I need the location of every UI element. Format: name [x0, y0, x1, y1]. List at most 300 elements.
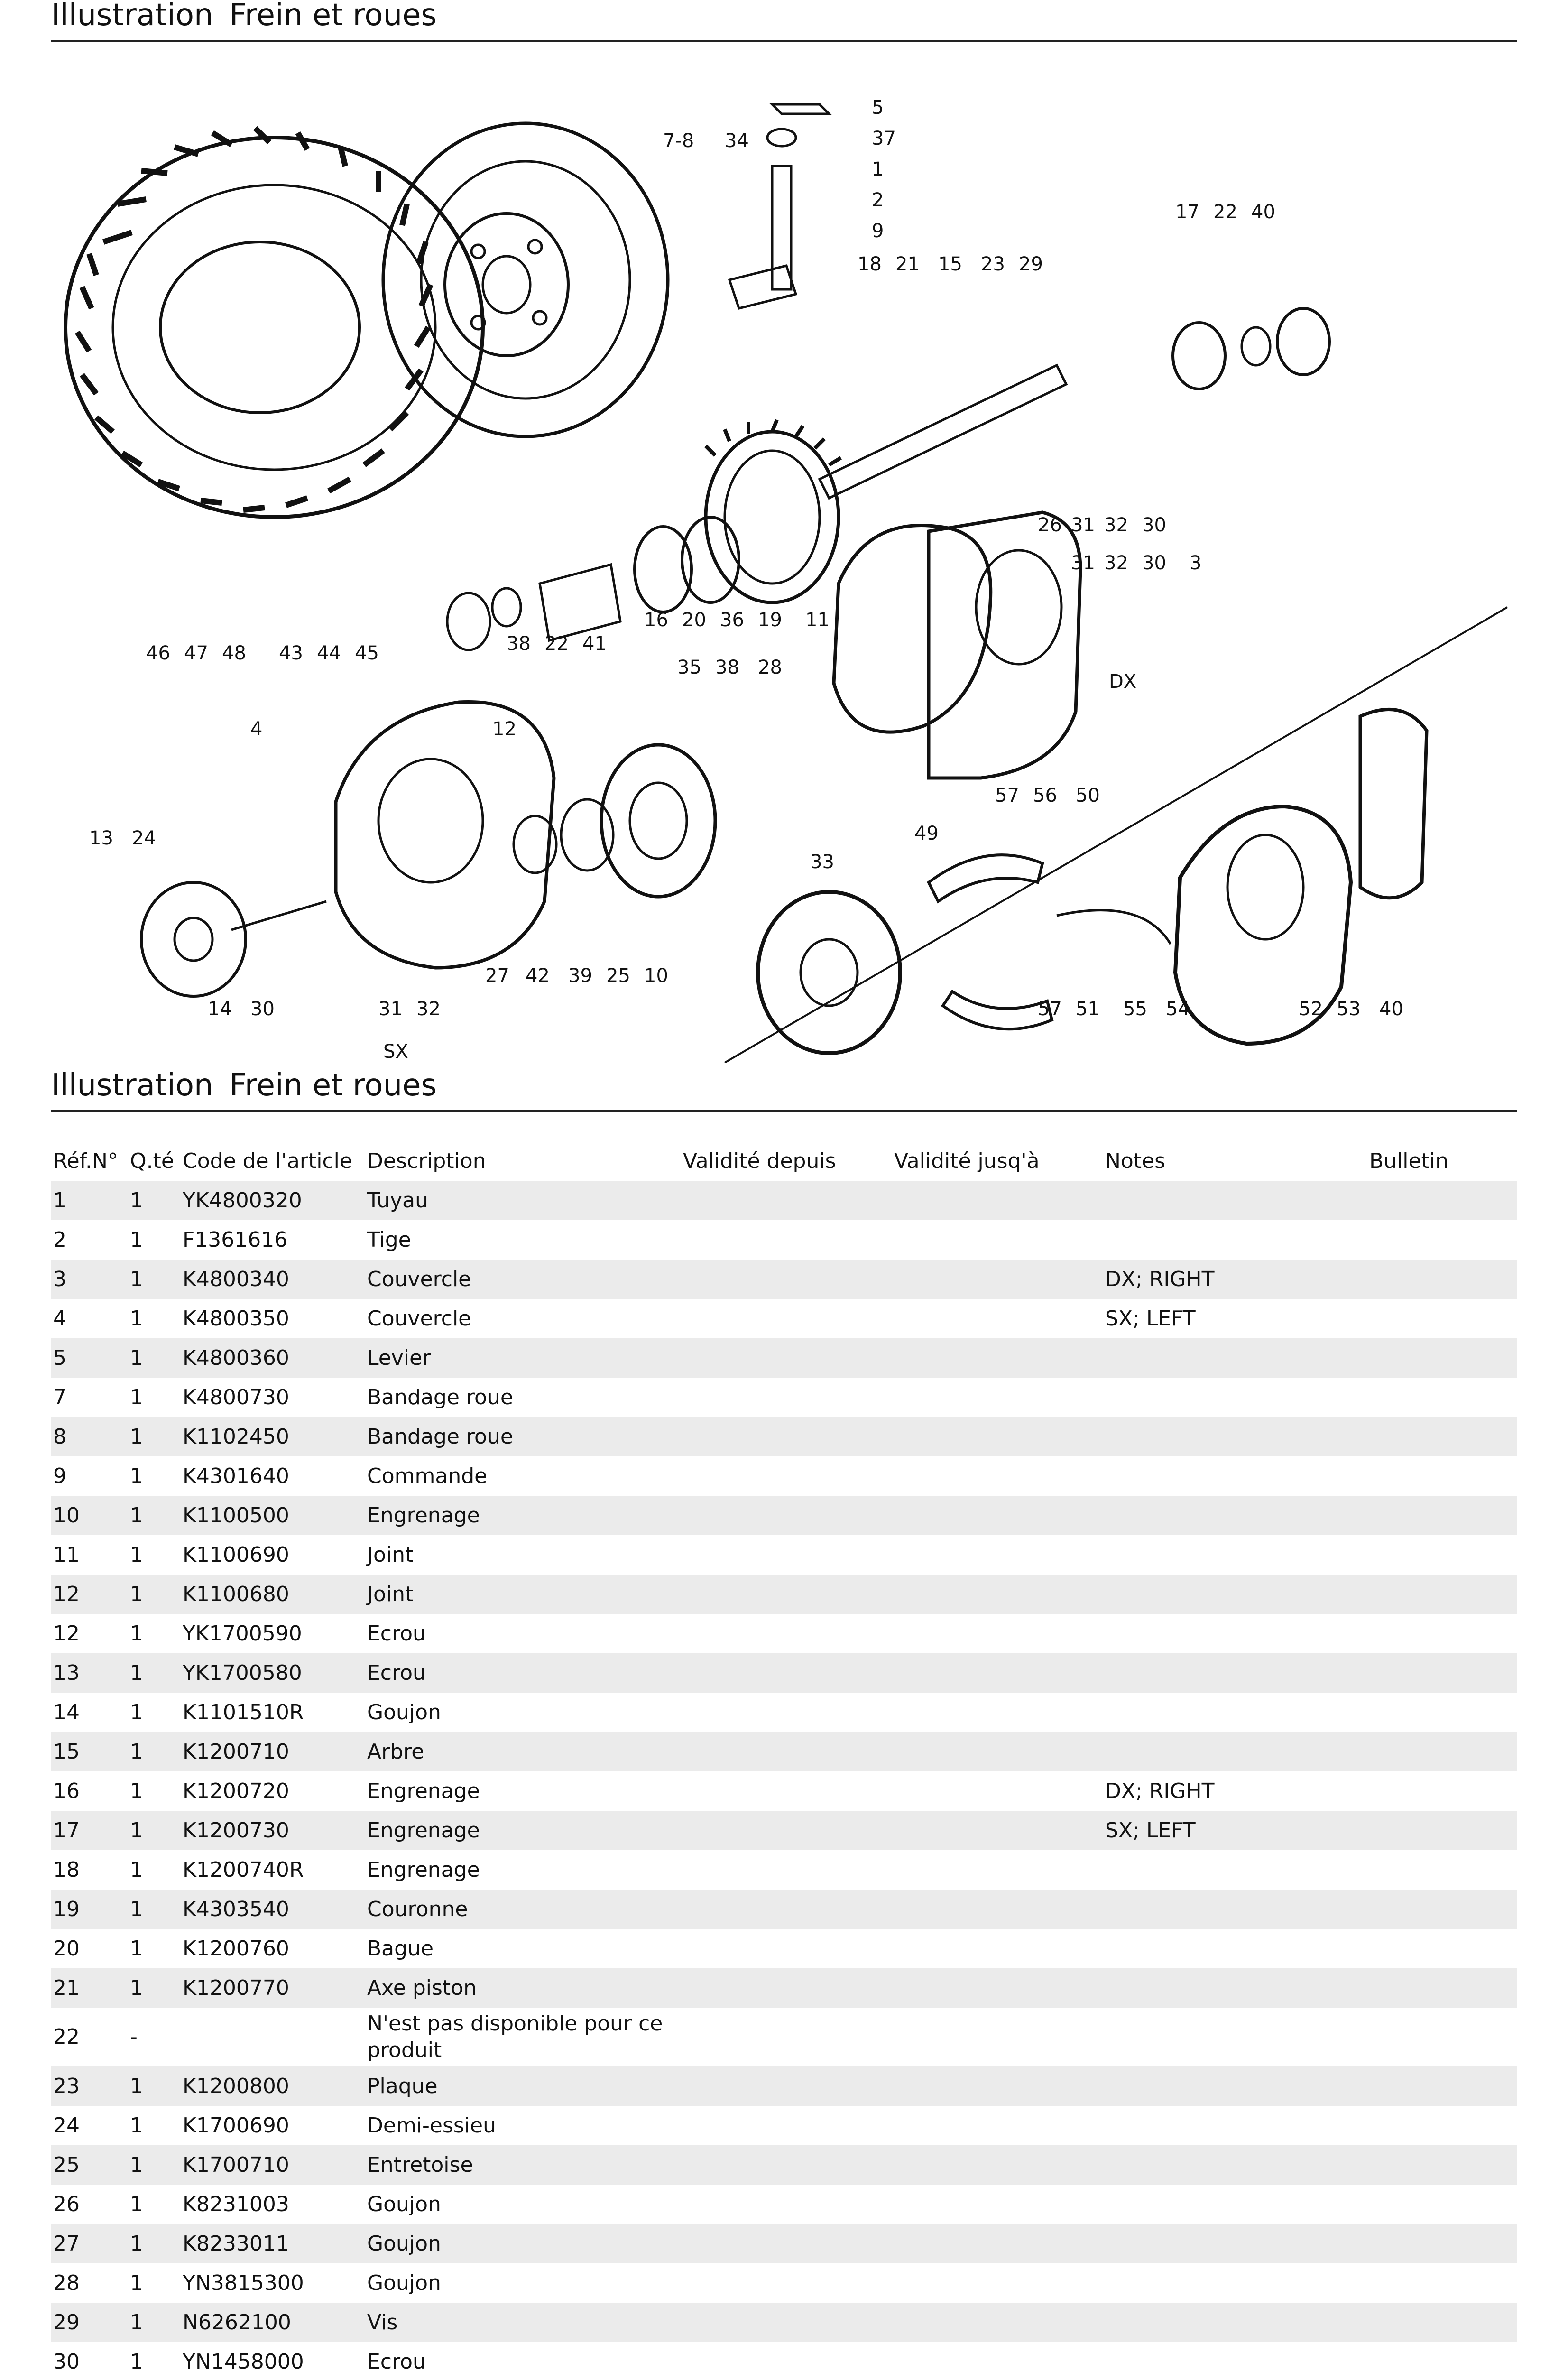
article-code-cell: K4800360 — [181, 1338, 365, 1378]
valid-from-cell — [681, 1378, 892, 1417]
callout-label: 16 — [644, 609, 668, 631]
callout-label: 40 — [1379, 998, 1403, 1020]
table-row — [51, 1338, 1517, 1378]
notes-cell — [1103, 1338, 1367, 1378]
table-row — [51, 1968, 1517, 2008]
callout-label: 28 — [758, 657, 782, 678]
qty-cell: 1 — [128, 2224, 181, 2263]
table-header-row — [51, 1141, 1517, 1181]
valid-from-cell — [681, 1456, 892, 1496]
article-code-cell: YK1700580 — [181, 1653, 365, 1693]
callout-label: 12 — [492, 718, 517, 740]
ref-cell: 20 — [53, 1936, 80, 1961]
callout-label: 51 — [1076, 998, 1100, 1020]
notes-cell — [1103, 1929, 1367, 1968]
valid-from-cell — [681, 1417, 892, 1456]
callout-label: 44 — [317, 642, 341, 664]
callout-label: 32 — [1104, 552, 1128, 574]
valid-from-cell — [681, 1575, 892, 1614]
bulletin-cell — [1367, 1181, 1517, 1220]
notes-cell — [1103, 2303, 1367, 2342]
callout-label: 3 — [1190, 552, 1202, 574]
valid-to-cell — [892, 1181, 1103, 1220]
notes-cell — [1103, 1693, 1367, 1732]
qty-cell: 1 — [130, 1464, 143, 1488]
qty-cell: 1 — [128, 1732, 181, 1771]
column-header: Code de l'article — [183, 1149, 352, 1173]
notes-cell: SX; LEFT — [1103, 1811, 1367, 1850]
description-cell: Ecrou — [367, 2349, 426, 2372]
description-cell: Levier — [365, 1338, 681, 1378]
column-header: Validité depuis — [683, 1149, 836, 1173]
table-row — [51, 1653, 1517, 1693]
valid-from-cell — [681, 1929, 892, 1968]
valid-to-cell — [892, 1535, 1103, 1575]
bulletin-cell — [1367, 1575, 1517, 1614]
article-code-cell: K1700710 — [181, 2145, 365, 2185]
bulletin-cell — [1367, 1693, 1517, 1732]
callout-label: 37 — [872, 128, 896, 149]
ref-cell: 7 — [53, 1385, 66, 1409]
description-cell: Demi-essieu — [367, 2113, 497, 2138]
article-code-cell: F1361616 — [183, 1227, 288, 1252]
diagram-svg — [51, 62, 1517, 1063]
valid-from-cell — [681, 1299, 892, 1338]
callout-label: 30 — [1142, 552, 1166, 574]
qty-cell: 1 — [130, 1306, 143, 1331]
bulletin-cell — [1367, 1614, 1517, 1653]
valid-to-cell — [892, 1811, 1103, 1850]
bulletin-cell — [1367, 2008, 1517, 2066]
table-row — [51, 2066, 1517, 2106]
notes-cell — [1103, 1890, 1367, 1929]
ref-cell: 10 — [51, 1496, 128, 1535]
ref-cell: 30 — [53, 2349, 80, 2372]
callout-label: 47 — [184, 642, 208, 664]
callout-label: 45 — [355, 642, 379, 664]
valid-from-cell — [681, 1535, 892, 1575]
article-code-cell: K1200730 — [181, 1811, 365, 1850]
article-code-cell: N6262100 — [181, 2303, 365, 2342]
callout-label: 57 — [995, 785, 1019, 806]
column-header: Q.té — [130, 1149, 174, 1173]
notes-cell — [1103, 1378, 1367, 1417]
qty-cell: 1 — [128, 1496, 181, 1535]
column-header: Notes — [1105, 1149, 1166, 1173]
notes-cell — [1103, 2224, 1367, 2263]
callout-label: 22 — [1213, 201, 1237, 223]
callout-label: 34 — [725, 130, 749, 152]
qty-cell: 1 — [128, 1968, 181, 2008]
bulletin-cell — [1367, 1220, 1517, 1260]
valid-from-cell — [681, 2106, 892, 2145]
notes-cell — [1103, 2342, 1367, 2372]
callout-label: 5 — [872, 97, 884, 119]
valid-from-cell — [681, 1496, 892, 1535]
table-row — [51, 1456, 1517, 1496]
qty-cell: 1 — [130, 1542, 143, 1567]
notes-cell — [1103, 1575, 1367, 1614]
notes-cell — [1103, 2145, 1367, 2185]
ref-cell: 3 — [51, 1260, 128, 1299]
ref-cell: 28 — [53, 2270, 80, 2295]
callout-label: 2 — [872, 189, 884, 211]
article-code-cell — [181, 2008, 365, 2066]
callout-label: 41 — [582, 633, 607, 655]
bulletin-cell — [1367, 1338, 1517, 1378]
bulletin-cell — [1367, 2303, 1517, 2342]
valid-to-cell — [892, 2263, 1103, 2303]
callout-label: 9 — [872, 220, 884, 242]
notes-cell — [1103, 2263, 1367, 2303]
bulletin-cell — [1367, 2066, 1517, 2106]
table-row — [51, 1693, 1517, 1732]
callout-label: 17 — [1175, 201, 1199, 223]
ref-cell: 11 — [53, 1542, 80, 1567]
table-row — [51, 2224, 1517, 2263]
valid-from-cell — [681, 2342, 892, 2372]
description-cell: Bandage roue — [367, 1385, 513, 1409]
callout-label: 35 — [677, 657, 701, 678]
qty-cell: 1 — [128, 1181, 181, 1220]
valid-to-cell — [892, 1850, 1103, 1890]
ref-cell: 14 — [53, 1700, 80, 1724]
ref-cell: 13 — [51, 1653, 128, 1693]
qty-cell: 1 — [130, 1936, 143, 1961]
valid-from-cell — [681, 2303, 892, 2342]
description-cell: Plaque — [365, 2066, 681, 2106]
table-row — [51, 1850, 1517, 1890]
description-cell: Arbre — [365, 1732, 681, 1771]
valid-from-cell — [681, 1968, 892, 2008]
ref-cell: 21 — [51, 1968, 128, 2008]
notes-cell — [1103, 1220, 1367, 1260]
valid-from-cell — [681, 2185, 892, 2224]
bulletin-cell — [1367, 1417, 1517, 1456]
article-code-cell: K1102450 — [181, 1417, 365, 1456]
ref-cell: 26 — [53, 2192, 80, 2216]
description-cell: Entretoise — [365, 2145, 681, 2185]
table-row — [51, 1535, 1517, 1575]
ref-cell: 16 — [53, 1779, 80, 1803]
side-label-dx: DX — [1109, 671, 1137, 693]
bulletin-cell — [1367, 2263, 1517, 2303]
table-row — [51, 1929, 1517, 1968]
callout-label: 30 — [1142, 514, 1166, 536]
bulletin-cell — [1367, 1850, 1517, 1890]
qty-cell: 1 — [130, 1621, 143, 1646]
bulletin-cell — [1367, 1811, 1517, 1850]
notes-cell — [1103, 1653, 1367, 1693]
callout-label: 42 — [526, 965, 550, 987]
article-code-cell: K1100690 — [183, 1542, 289, 1567]
qty-cell: 1 — [128, 1260, 181, 1299]
valid-from-cell — [681, 1220, 892, 1260]
ref-cell: 2 — [53, 1227, 66, 1252]
qty-cell: 1 — [128, 1890, 181, 1929]
table-row — [51, 1260, 1517, 1299]
callout-label: 18 — [858, 253, 882, 275]
title-prefix: Illustration — [51, 0, 213, 33]
valid-to-cell — [892, 1890, 1103, 1929]
description-cell: Joint — [367, 1542, 414, 1567]
column-header: Bulletin — [1369, 1149, 1448, 1173]
description-cell: Vis — [365, 2303, 681, 2342]
notes-cell: SX; LEFT — [1105, 1306, 1196, 1331]
table-row — [51, 2263, 1517, 2303]
bulletin-cell — [1367, 2185, 1517, 2224]
valid-to-cell — [892, 1929, 1103, 1968]
ref-cell: 22 — [53, 2025, 80, 2049]
valid-to-cell — [892, 1220, 1103, 1260]
table-row — [51, 1220, 1517, 1260]
ref-cell: 8 — [51, 1417, 128, 1456]
notes-cell — [1103, 1968, 1367, 2008]
parts-table-1 — [51, 1141, 1517, 2372]
table-row — [51, 2106, 1517, 2145]
description-cell: Axe piston — [365, 1968, 681, 2008]
valid-from-cell — [681, 1653, 892, 1693]
section-title-illustration — [51, 1070, 1517, 1112]
valid-to-cell — [892, 1732, 1103, 1771]
ref-cell: 25 — [51, 2145, 128, 2185]
callout-label: 57 — [1038, 998, 1062, 1020]
section-title-illustration — [51, 0, 1517, 42]
qty-cell: 1 — [130, 1857, 143, 1882]
notes-cell — [1103, 1456, 1367, 1496]
valid-to-cell — [892, 2106, 1103, 2145]
article-code-cell: K1100500 — [181, 1496, 365, 1535]
qty-cell: 1 — [128, 1575, 181, 1614]
bulletin-cell — [1367, 1771, 1517, 1811]
title-text: Frein et roues — [229, 0, 437, 33]
article-code-cell: K1200740R — [183, 1857, 304, 1882]
callout-label: 13 — [89, 827, 113, 849]
article-code-cell: K1200770 — [181, 1968, 365, 2008]
ref-cell: 24 — [53, 2113, 80, 2138]
article-code-cell: YN1458000 — [183, 2349, 304, 2372]
valid-to-cell — [892, 1614, 1103, 1653]
ref-cell: 23 — [51, 2066, 128, 2106]
article-code-cell: K1100680 — [181, 1575, 365, 1614]
notes-cell — [1103, 1417, 1367, 1456]
article-code-cell: K4800340 — [181, 1260, 365, 1299]
description-cell: Goujon — [367, 2192, 441, 2216]
column-header: Validité jusq'à — [894, 1149, 1040, 1173]
column-header: Description — [367, 1149, 486, 1173]
valid-to-cell — [892, 2008, 1103, 2066]
callout-label: 11 — [805, 609, 830, 631]
notes-cell: DX; RIGHT — [1103, 1260, 1367, 1299]
callout-label: 20 — [682, 609, 706, 631]
title-text: Frein et roues — [229, 1068, 437, 1103]
valid-to-cell — [892, 1771, 1103, 1811]
notes-cell — [1103, 2066, 1367, 2106]
valid-to-cell — [892, 2303, 1103, 2342]
qty-cell: - — [130, 2025, 138, 2049]
callout-label: 56 — [1033, 785, 1057, 806]
ref-cell: 9 — [53, 1464, 66, 1488]
callout-label: 38 — [715, 657, 739, 678]
diagram-artwork — [65, 104, 1507, 1063]
ref-cell: 27 — [51, 2224, 128, 2263]
table-row — [51, 2145, 1517, 2185]
valid-from-cell — [681, 1771, 892, 1811]
valid-to-cell — [892, 2145, 1103, 2185]
callout-label: 25 — [606, 965, 630, 987]
qty-cell: 1 — [130, 1700, 143, 1724]
valid-from-cell — [681, 2145, 892, 2185]
table-row — [51, 1890, 1517, 1929]
description-cell: Ecrou — [365, 1653, 681, 1693]
valid-to-cell — [892, 1575, 1103, 1614]
callout-label: 54 — [1166, 998, 1190, 1020]
valid-to-cell — [892, 1968, 1103, 2008]
article-code-cell: K8233011 — [181, 2224, 365, 2263]
qty-cell: 1 — [128, 1653, 181, 1693]
table-row — [51, 1496, 1517, 1535]
valid-from-cell — [681, 2008, 892, 2066]
bulletin-cell — [1367, 1653, 1517, 1693]
description-cell: Bague — [367, 1936, 434, 1961]
exploded-parts-diagram — [51, 62, 1517, 1063]
table-row — [51, 2185, 1517, 2224]
table-row — [51, 1181, 1517, 1220]
callout-label: 24 — [132, 827, 156, 849]
article-code-cell: K8231003 — [183, 2192, 289, 2216]
callout-label: 14 — [208, 998, 232, 1020]
valid-from-cell — [681, 2263, 892, 2303]
notes-cell — [1103, 2106, 1367, 2145]
ref-cell: 5 — [51, 1338, 128, 1378]
qty-cell: 1 — [130, 1385, 143, 1409]
callout-label: 43 — [279, 642, 303, 664]
callout-label: 55 — [1123, 998, 1147, 1020]
table-row — [51, 1417, 1517, 1456]
ref-cell: 12 — [51, 1575, 128, 1614]
description-cell: Commande — [367, 1464, 488, 1488]
callout-label: 21 — [895, 253, 920, 275]
callout-label: 22 — [544, 633, 569, 655]
bulletin-cell — [1367, 2106, 1517, 2145]
article-code-cell: K4301640 — [183, 1464, 289, 1488]
description-cell: Engrenage — [365, 1496, 681, 1535]
notes-cell — [1103, 1732, 1367, 1771]
notes-cell: DX; RIGHT — [1105, 1779, 1215, 1803]
valid-to-cell — [892, 1338, 1103, 1378]
valid-from-cell — [681, 1890, 892, 1929]
valid-to-cell — [892, 1260, 1103, 1299]
callout-label: 1 — [872, 158, 884, 180]
table-row — [51, 1614, 1517, 1653]
valid-from-cell — [681, 2224, 892, 2263]
ref-cell: 1 — [51, 1181, 128, 1220]
ref-cell: 12 — [53, 1621, 80, 1646]
callout-label: 33 — [810, 851, 834, 873]
notes-cell — [1103, 2185, 1367, 2224]
valid-from-cell — [681, 1693, 892, 1732]
description-cell: Goujon — [367, 1700, 441, 1724]
callout-label: 7-8 — [663, 130, 694, 152]
qty-cell: 1 — [130, 2270, 143, 2295]
callout-label: 53 — [1337, 998, 1361, 1020]
callout-label: 48 — [222, 642, 246, 664]
callout-label: 23 — [981, 253, 1005, 275]
callout-label: 10 — [644, 965, 668, 987]
callout-label: 49 — [914, 823, 939, 844]
notes-cell — [1103, 2008, 1367, 2066]
callout-label: 52 — [1299, 998, 1323, 1020]
table-row — [51, 2008, 1517, 2066]
ref-cell: 4 — [53, 1306, 66, 1331]
bulletin-cell — [1367, 1299, 1517, 1338]
bulletin-cell — [1367, 1929, 1517, 1968]
column-header: Réf.N° — [53, 1149, 118, 1173]
valid-from-cell — [681, 1811, 892, 1850]
description-cell: Bandage roue — [365, 1417, 681, 1456]
description-cell: Engrenage — [365, 1811, 681, 1850]
callout-label: 38 — [507, 633, 531, 655]
article-code-cell: YK4800320 — [181, 1181, 365, 1220]
valid-to-cell — [892, 1456, 1103, 1496]
ref-cell: 17 — [51, 1811, 128, 1850]
callout-label: 40 — [1251, 201, 1275, 223]
valid-to-cell — [892, 1496, 1103, 1535]
valid-to-cell — [892, 1417, 1103, 1456]
valid-to-cell — [892, 2066, 1103, 2106]
callout-label: 31 — [1071, 552, 1095, 574]
article-code-cell: K1101510R — [183, 1700, 304, 1724]
bulletin-cell — [1367, 1535, 1517, 1575]
qty-cell: 1 — [128, 1417, 181, 1456]
valid-from-cell — [681, 1732, 892, 1771]
diagram-callouts — [89, 97, 1403, 1063]
valid-from-cell — [681, 1614, 892, 1653]
bulletin-cell — [1367, 2145, 1517, 2185]
description-cell: Couvercle — [367, 1306, 471, 1331]
valid-to-cell — [892, 1653, 1103, 1693]
article-code-cell: K1700690 — [183, 2113, 289, 2138]
table-row — [51, 1732, 1517, 1771]
callout-label: 29 — [1019, 253, 1043, 275]
qty-cell: 1 — [128, 2145, 181, 2185]
description-cell: Engrenage — [367, 1857, 480, 1882]
article-code-cell: YK1700590 — [183, 1621, 302, 1646]
qty-cell: 1 — [130, 1779, 143, 1803]
ref-cell: 29 — [51, 2303, 128, 2342]
qty-cell: 1 — [128, 1811, 181, 1850]
valid-from-cell — [681, 1338, 892, 1378]
valid-to-cell — [892, 2185, 1103, 2224]
callout-label: 15 — [938, 253, 962, 275]
description-cell: Tuyau — [365, 1181, 681, 1220]
article-code-cell: YN3815300 — [183, 2270, 304, 2295]
qty-cell: 1 — [130, 2192, 143, 2216]
bulletin-cell — [1367, 1732, 1517, 1771]
description-cell: Couronne — [365, 1890, 681, 1929]
valid-to-cell — [892, 2342, 1103, 2372]
side-label-sx: SX — [383, 1041, 408, 1063]
qty-cell: 1 — [128, 1338, 181, 1378]
callout-label: 36 — [720, 609, 744, 631]
callout-label: 30 — [250, 998, 275, 1020]
article-code-cell: K4800730 — [183, 1385, 289, 1409]
callout-label: 46 — [146, 642, 170, 664]
table-row — [51, 2342, 1517, 2372]
valid-to-cell — [892, 1378, 1103, 1417]
valid-to-cell — [892, 2224, 1103, 2263]
valid-from-cell — [681, 2066, 892, 2106]
